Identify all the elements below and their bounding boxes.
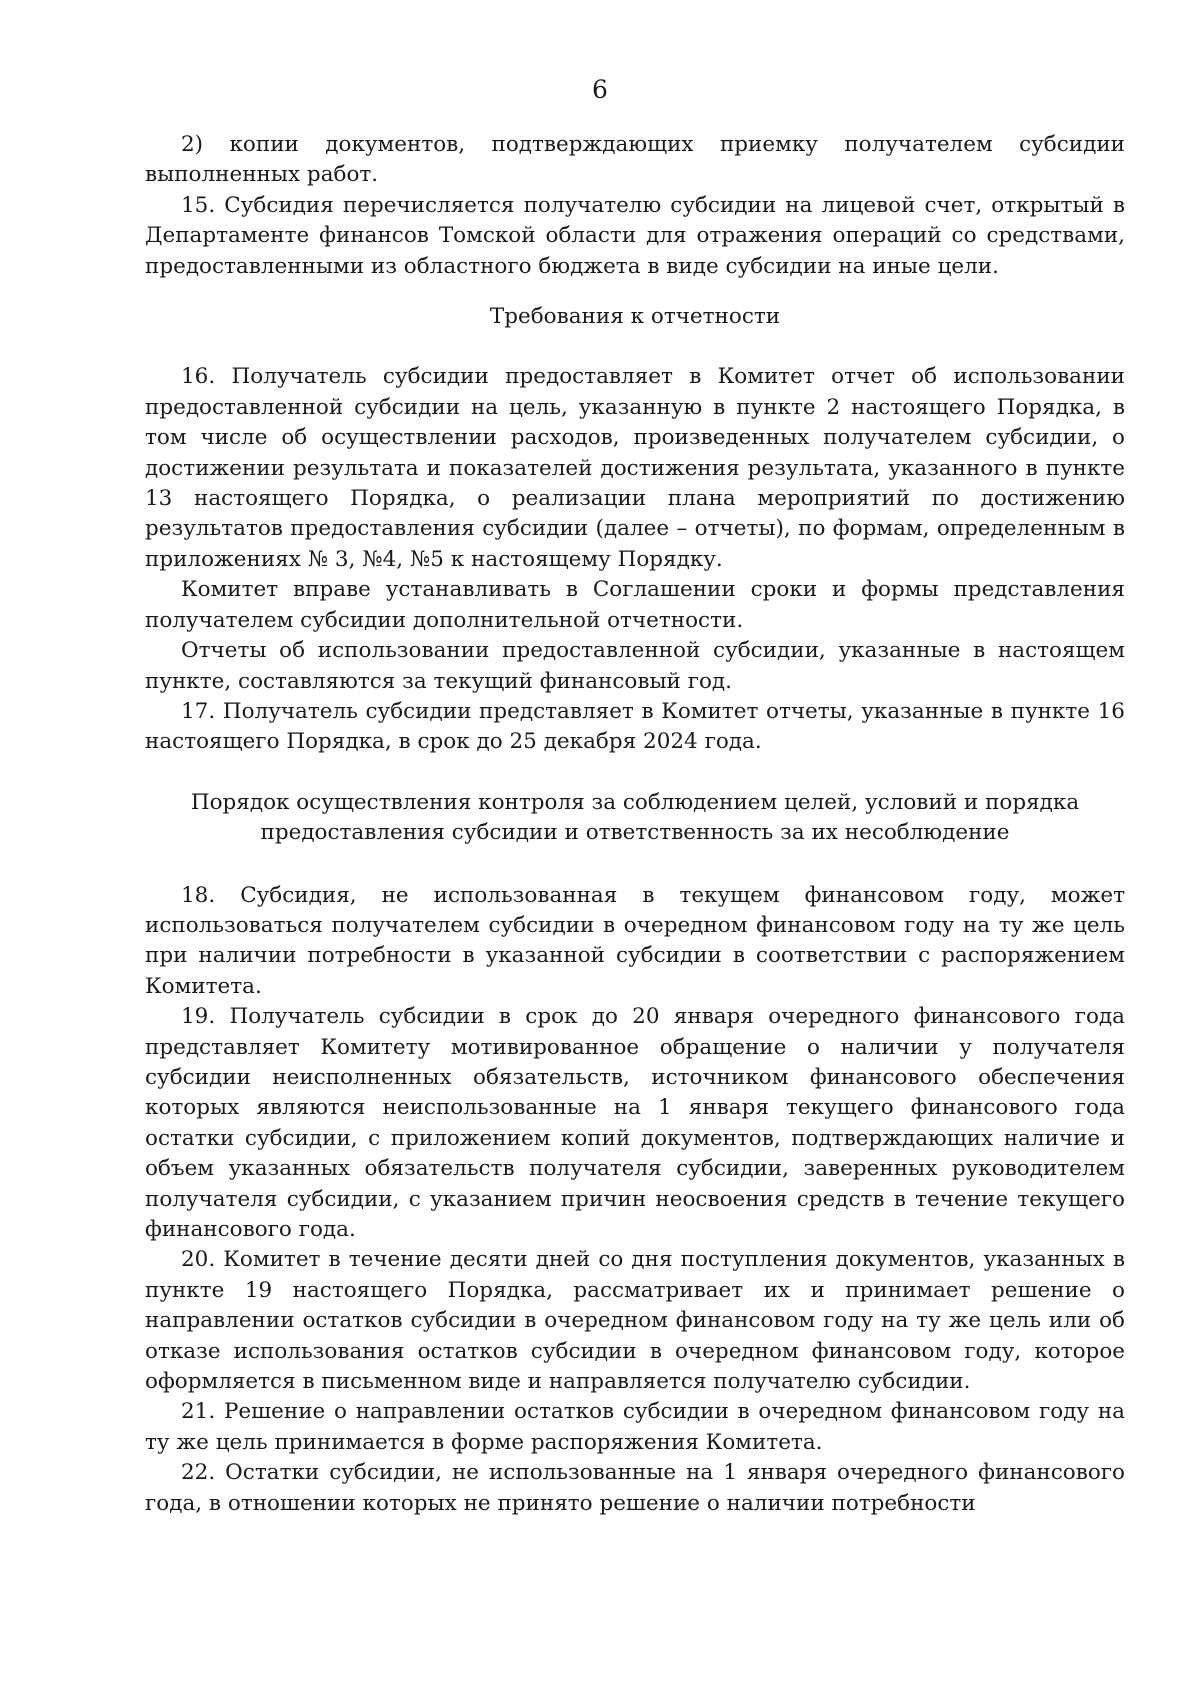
document-body	[145, 130, 1125, 1519]
paragraph-16-reports-period: Отчеты об использовании предоставленной субсидии, указанные в настоящем пункте, составляются за текущий финансовый год.	[145, 638, 1125, 694]
paragraph-20: 20. Комитет в течение десяти дней со дня поступления документов, указанных в пункте 19 настоящего Порядка, рассматривает их и принимает решение о направлении остатков субсидии в очередном финансовом году на ту же цель или об отказе использования остатков субсидии в очередном финансовом году, которое оформляется в письменном виде и направляется получателю субсидии.	[145, 1247, 1125, 1395]
page-number: 6	[592, 75, 608, 104]
section-heading-control-line1: Порядок осуществления контроля за соблюдением целей, условий и порядка	[190, 789, 1080, 815]
paragraph-17: 17. Получатель субсидии представляет в Комитет отчеты, указанные в пункте 16 настоящего Порядка, в срок до 25 декабря 2024 года.	[145, 698, 1125, 755]
paragraph-21: 21. Решение о направлении остатков субсидии в очередном финансовом году на ту же цель принимается в форме распоряжения Комитета.	[145, 1399, 1125, 1455]
paragraph-item-2-copies: 2) копии документов, подтверждающих приемку получателем субсидии выполненных работ.	[145, 132, 1125, 188]
section-heading-control-line2: предоставления субсидии и ответственность за их несоблюдение	[260, 820, 1010, 846]
section-heading-control	[145, 788, 1125, 849]
paragraph-18: 18. Субсидия, не использованная в текущем финансовом году, может использоваться получателем субсидии в очередном финансовом году на ту же цель при наличии потребности в указанной субсидии в соответствии с распоряжением Комитета.	[145, 882, 1125, 999]
section-heading-reporting: Требования к отчетности	[489, 304, 781, 330]
paragraph-16-additional-reporting: Комитет вправе устанавливать в Соглашении сроки и формы представления получателем субсидии дополнительной отчетности.	[145, 577, 1125, 633]
paragraph-19: 19. Получатель субсидии в срок до 20 января очередного финансового года представляет Комитету мотивированное обращение о наличии у получателя субсидии неисполненных обязательств, источником финансового обеспечения которых являются неиспользованные на 1 января текущего финансового года остатки субсидии, с приложением копий документов, подтверждающих наличие и объем указанных обязательств получателя субсидии, заверенных руководителем получателя субсидии, с указанием причин неосвоения средств в течение текущего финансового года.	[145, 1004, 1125, 1242]
paragraph-15: 15. Субсидия перечисляется получателю субсидии на лицевой счет, открытый в Департаменте финансов Томской области для отражения операций со средствами, предоставленными из областного бюджета в виде субсидии на иные цели.	[145, 192, 1125, 279]
paragraph-16: 16. Получатель субсидии предоставляет в Комитет отчет об использовании предоставленной субсидии на цель, указанную в пункте 2 настоящего Порядка, в том числе об осуществлении расходов, произведенных получателем субсидии, о достижении результата и показателей достижения результата, указанного в пункте 13 настоящего Порядка, о реализации плана мероприятий по достижению результатов предоставления субсидии (далее – отчеты), по формам, определенным в приложениях № 3, №4, №5 к настоящему Порядку.	[145, 364, 1125, 572]
paragraph-22: 22. Остатки субсидии, не использованные на 1 января очередного финансового года, в отношении которых не принято решение о наличии потребности	[145, 1460, 1125, 1516]
